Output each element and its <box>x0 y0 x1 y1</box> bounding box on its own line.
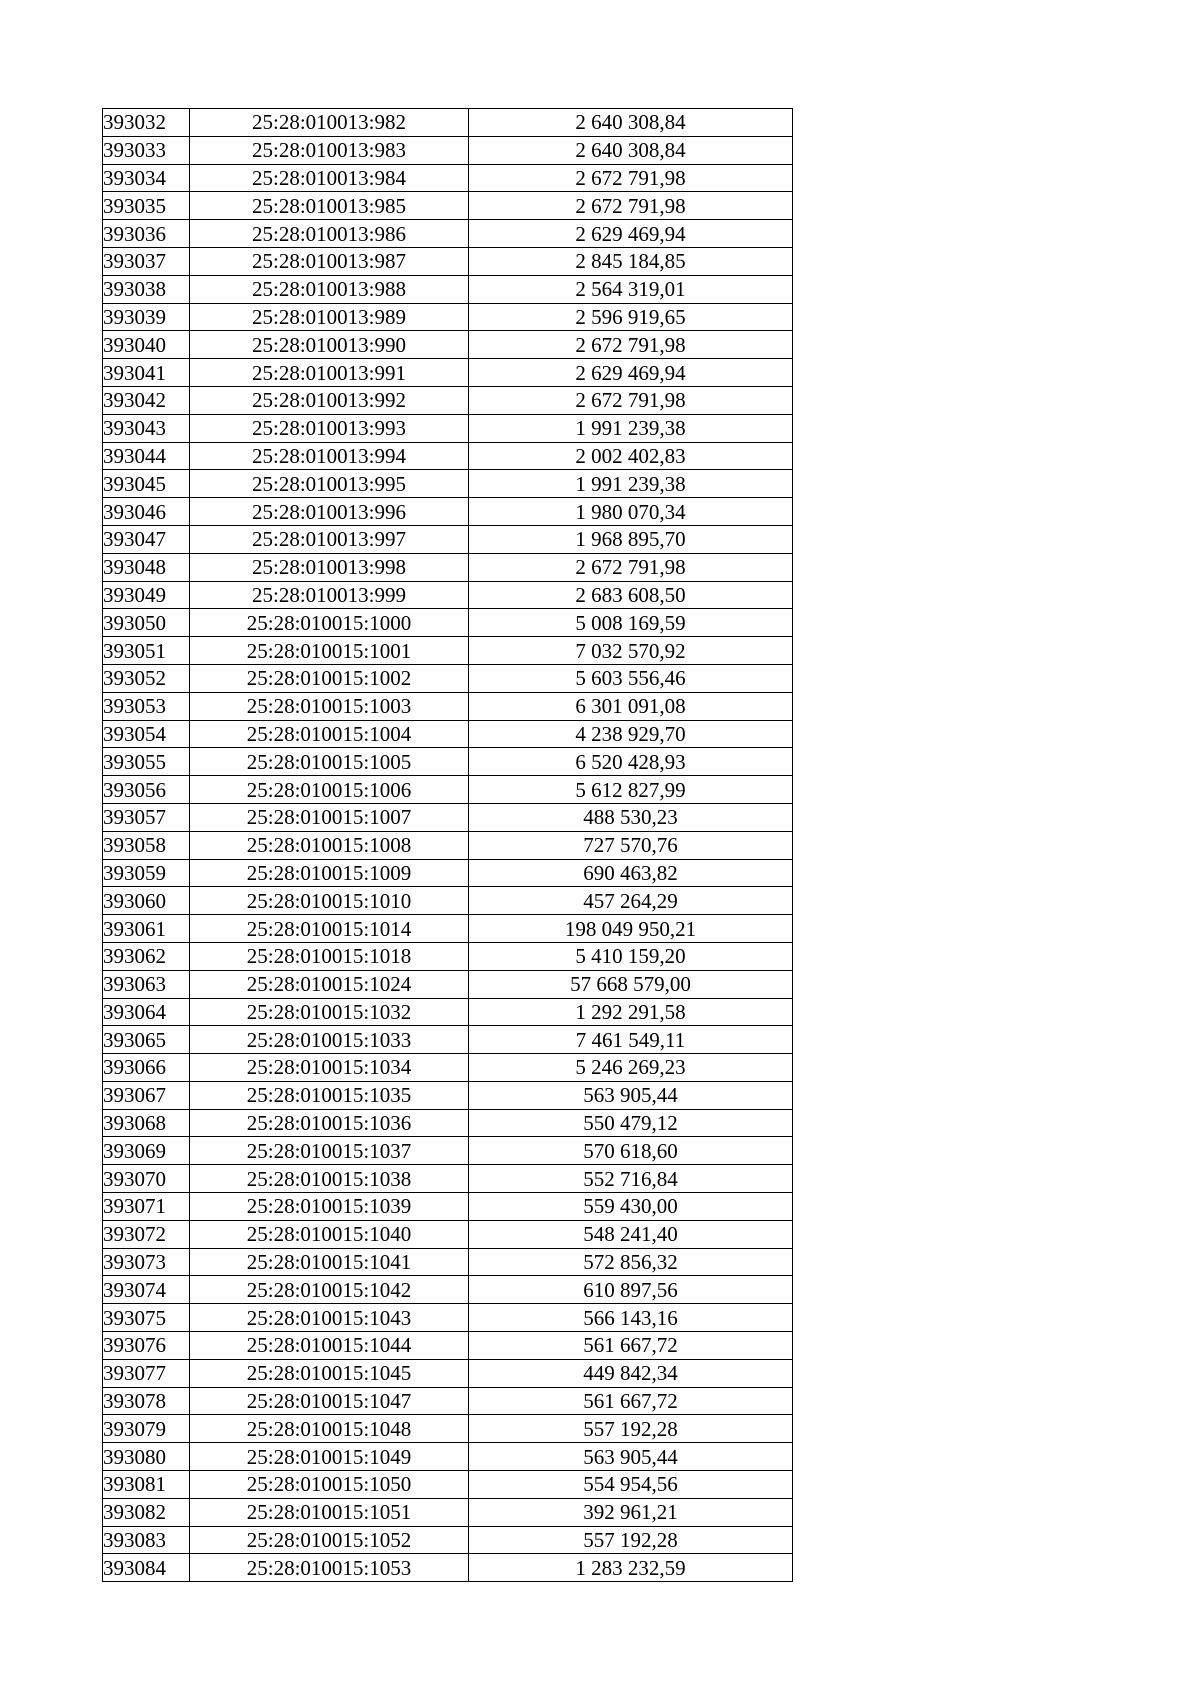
table-row <box>103 1554 793 1582</box>
row-number-cell: 393063 <box>103 970 190 998</box>
table-row <box>103 1415 793 1443</box>
cadastral-value-cell: 552 716,84 <box>469 1165 793 1193</box>
table-row <box>103 275 793 303</box>
table-row <box>103 553 793 581</box>
cadastral-value-cell: 449 842,34 <box>469 1359 793 1387</box>
table-row <box>103 1054 793 1082</box>
table-row <box>103 664 793 692</box>
row-number-cell: 393057 <box>103 803 190 831</box>
table-row <box>103 220 793 248</box>
cadastral-value-cell: 4 238 929,70 <box>469 720 793 748</box>
cadastral-value-cell: 557 192,28 <box>469 1415 793 1443</box>
row-number-cell: 393066 <box>103 1054 190 1082</box>
cadastral-number-cell: 25:28:010015:1043 <box>190 1304 469 1332</box>
cadastral-value-cell: 2 672 791,98 <box>469 331 793 359</box>
cadastral-number-cell: 25:28:010015:1040 <box>190 1220 469 1248</box>
cadastral-value-cell: 2 596 919,65 <box>469 303 793 331</box>
cadastral-number-cell: 25:28:010015:1037 <box>190 1137 469 1165</box>
cadastral-value-cell: 5 612 827,99 <box>469 776 793 804</box>
cadastral-value-cell: 5 603 556,46 <box>469 664 793 692</box>
cadastral-number-cell: 25:28:010013:992 <box>190 386 469 414</box>
cadastral-number-cell: 25:28:010015:1001 <box>190 637 469 665</box>
cadastral-number-cell: 25:28:010013:993 <box>190 414 469 442</box>
cadastral-value-cell: 2 629 469,94 <box>469 220 793 248</box>
row-number-cell: 393040 <box>103 331 190 359</box>
table-row <box>103 470 793 498</box>
row-number-cell: 393034 <box>103 164 190 192</box>
cadastral-value-cell: 5 246 269,23 <box>469 1054 793 1082</box>
row-number-cell: 393041 <box>103 359 190 387</box>
row-number-cell: 393046 <box>103 498 190 526</box>
cadastral-number-cell: 25:28:010013:982 <box>190 109 469 137</box>
row-number-cell: 393079 <box>103 1415 190 1443</box>
cadastral-value-cell: 5 410 159,20 <box>469 942 793 970</box>
cadastral-number-cell: 25:28:010013:999 <box>190 581 469 609</box>
row-number-cell: 393055 <box>103 748 190 776</box>
row-number-cell: 393075 <box>103 1304 190 1332</box>
cadastral-value-cell: 610 897,56 <box>469 1276 793 1304</box>
row-number-cell: 393042 <box>103 386 190 414</box>
cadastral-value-cell: 2 672 791,98 <box>469 192 793 220</box>
table-row <box>103 1304 793 1332</box>
table-row <box>103 1359 793 1387</box>
cadastral-number-cell: 25:28:010015:1024 <box>190 970 469 998</box>
table-row <box>103 915 793 943</box>
row-number-cell: 393080 <box>103 1443 190 1471</box>
cadastral-value-cell: 2 672 791,98 <box>469 386 793 414</box>
table-row <box>103 748 793 776</box>
cadastral-number-cell: 25:28:010015:1047 <box>190 1387 469 1415</box>
row-number-cell: 393078 <box>103 1387 190 1415</box>
cadastral-value-cell: 2 640 308,84 <box>469 136 793 164</box>
table-row <box>103 581 793 609</box>
row-number-cell: 393033 <box>103 136 190 164</box>
cadastral-value-cell: 6 301 091,08 <box>469 692 793 720</box>
row-number-cell: 393038 <box>103 275 190 303</box>
cadastral-value-cell: 2 845 184,85 <box>469 247 793 275</box>
cadastral-value-cell: 2 672 791,98 <box>469 553 793 581</box>
cadastral-number-cell: 25:28:010013:984 <box>190 164 469 192</box>
row-number-cell: 393071 <box>103 1193 190 1221</box>
cadastral-number-cell: 25:28:010015:1038 <box>190 1165 469 1193</box>
table-row <box>103 303 793 331</box>
cadastral-number-cell: 25:28:010013:991 <box>190 359 469 387</box>
cadastral-number-cell: 25:28:010013:997 <box>190 525 469 553</box>
table-row <box>103 831 793 859</box>
row-number-cell: 393083 <box>103 1526 190 1554</box>
row-number-cell: 393067 <box>103 1081 190 1109</box>
row-number-cell: 393076 <box>103 1332 190 1360</box>
cadastral-number-cell: 25:28:010015:1036 <box>190 1109 469 1137</box>
cadastral-number-cell: 25:28:010013:983 <box>190 136 469 164</box>
cadastral-value-cell: 557 192,28 <box>469 1526 793 1554</box>
cadastral-value-cell: 572 856,32 <box>469 1248 793 1276</box>
table-row <box>103 109 793 137</box>
table-row <box>103 1109 793 1137</box>
cadastral-number-cell: 25:28:010015:1032 <box>190 998 469 1026</box>
row-number-cell: 393045 <box>103 470 190 498</box>
table-row <box>103 1137 793 1165</box>
row-number-cell: 393035 <box>103 192 190 220</box>
cadastral-number-cell: 25:28:010015:1045 <box>190 1359 469 1387</box>
cadastral-number-cell: 25:28:010013:989 <box>190 303 469 331</box>
row-number-cell: 393081 <box>103 1471 190 1499</box>
row-number-cell: 393051 <box>103 637 190 665</box>
cadastral-value-cell: 554 954,56 <box>469 1471 793 1499</box>
table-row <box>103 1387 793 1415</box>
cadastral-value-cell: 457 264,29 <box>469 887 793 915</box>
row-number-cell: 393052 <box>103 664 190 692</box>
row-number-cell: 393044 <box>103 442 190 470</box>
cadastral-value-cell: 392 961,21 <box>469 1498 793 1526</box>
table-row <box>103 692 793 720</box>
table-row <box>103 247 793 275</box>
cadastral-number-cell: 25:28:010015:1007 <box>190 803 469 831</box>
cadastral-number-cell: 25:28:010015:1042 <box>190 1276 469 1304</box>
cadastral-number-cell: 25:28:010013:996 <box>190 498 469 526</box>
table-row <box>103 720 793 748</box>
row-number-cell: 393060 <box>103 887 190 915</box>
cadastral-value-cell: 550 479,12 <box>469 1109 793 1137</box>
table-row <box>103 1193 793 1221</box>
cadastral-value-cell: 1 283 232,59 <box>469 1554 793 1582</box>
table-row <box>103 609 793 637</box>
cadastral-value-cell: 1 991 239,38 <box>469 414 793 442</box>
cadastral-number-cell: 25:28:010015:1049 <box>190 1443 469 1471</box>
cadastral-value-cell: 2 629 469,94 <box>469 359 793 387</box>
cadastral-value-cell: 198 049 950,21 <box>469 915 793 943</box>
cadastral-number-cell: 25:28:010015:1052 <box>190 1526 469 1554</box>
row-number-cell: 393077 <box>103 1359 190 1387</box>
table-row <box>103 942 793 970</box>
cadastral-number-cell: 25:28:010015:1034 <box>190 1054 469 1082</box>
table-row <box>103 1498 793 1526</box>
cadastral-value-cell: 570 618,60 <box>469 1137 793 1165</box>
cadastral-value-cell: 727 570,76 <box>469 831 793 859</box>
table-row <box>103 359 793 387</box>
cadastral-value-cell: 690 463,82 <box>469 859 793 887</box>
cadastral-number-cell: 25:28:010013:985 <box>190 192 469 220</box>
cadastral-number-cell: 25:28:010015:1005 <box>190 748 469 776</box>
row-number-cell: 393070 <box>103 1165 190 1193</box>
cadastral-value-cell: 2 672 791,98 <box>469 164 793 192</box>
cadastral-number-cell: 25:28:010015:1050 <box>190 1471 469 1499</box>
cadastral-number-cell: 25:28:010015:1006 <box>190 776 469 804</box>
cadastral-value-cell: 5 008 169,59 <box>469 609 793 637</box>
table-row <box>103 192 793 220</box>
row-number-cell: 393039 <box>103 303 190 331</box>
cadastral-number-cell: 25:28:010015:1035 <box>190 1081 469 1109</box>
table-row <box>103 887 793 915</box>
table-row <box>103 136 793 164</box>
cadastral-value-cell: 2 564 319,01 <box>469 275 793 303</box>
cadastral-number-cell: 25:28:010015:1009 <box>190 859 469 887</box>
table-row <box>103 998 793 1026</box>
table-row <box>103 970 793 998</box>
row-number-cell: 393032 <box>103 109 190 137</box>
row-number-cell: 393084 <box>103 1554 190 1582</box>
row-number-cell: 393050 <box>103 609 190 637</box>
table-row <box>103 1081 793 1109</box>
table-row <box>103 1526 793 1554</box>
cadastral-number-cell: 25:28:010013:990 <box>190 331 469 359</box>
cadastral-value-cell: 561 667,72 <box>469 1332 793 1360</box>
table-row <box>103 442 793 470</box>
cadastral-value-cell: 488 530,23 <box>469 803 793 831</box>
cadastral-number-cell: 25:28:010015:1033 <box>190 1026 469 1054</box>
row-number-cell: 393056 <box>103 776 190 804</box>
row-number-cell: 393072 <box>103 1220 190 1248</box>
table-row <box>103 1332 793 1360</box>
cadastral-number-cell: 25:28:010013:998 <box>190 553 469 581</box>
row-number-cell: 393073 <box>103 1248 190 1276</box>
row-number-cell: 393064 <box>103 998 190 1026</box>
row-number-cell: 393082 <box>103 1498 190 1526</box>
table-row <box>103 164 793 192</box>
cadastral-value-cell: 57 668 579,00 <box>469 970 793 998</box>
cadastral-number-cell: 25:28:010013:986 <box>190 220 469 248</box>
row-number-cell: 393059 <box>103 859 190 887</box>
cadastral-number-cell: 25:28:010015:1018 <box>190 942 469 970</box>
row-number-cell: 393047 <box>103 525 190 553</box>
row-number-cell: 393058 <box>103 831 190 859</box>
cadastral-value-cell: 1 991 239,38 <box>469 470 793 498</box>
cadastral-number-cell: 25:28:010015:1051 <box>190 1498 469 1526</box>
row-number-cell: 393065 <box>103 1026 190 1054</box>
cadastral-value-cell: 1 980 070,34 <box>469 498 793 526</box>
cadastral-number-cell: 25:28:010015:1041 <box>190 1248 469 1276</box>
table-row <box>103 1220 793 1248</box>
cadastral-number-cell: 25:28:010015:1002 <box>190 664 469 692</box>
table-body <box>103 109 793 1582</box>
cadastral-value-cell: 2 002 402,83 <box>469 442 793 470</box>
table-row <box>103 1443 793 1471</box>
table-row <box>103 1165 793 1193</box>
row-number-cell: 393061 <box>103 915 190 943</box>
table-row <box>103 1026 793 1054</box>
cadastral-number-cell: 25:28:010015:1004 <box>190 720 469 748</box>
table-row <box>103 1471 793 1499</box>
cadastral-value-cell: 1 292 291,58 <box>469 998 793 1026</box>
row-number-cell: 393043 <box>103 414 190 442</box>
cadastral-value-cell: 6 520 428,93 <box>469 748 793 776</box>
cadastral-number-cell: 25:28:010013:994 <box>190 442 469 470</box>
cadastral-number-cell: 25:28:010015:1010 <box>190 887 469 915</box>
table-row <box>103 776 793 804</box>
row-number-cell: 393053 <box>103 692 190 720</box>
row-number-cell: 393074 <box>103 1276 190 1304</box>
cadastral-value-cell: 2 640 308,84 <box>469 109 793 137</box>
cadastral-value-cell: 563 905,44 <box>469 1443 793 1471</box>
cadastral-value-cell: 559 430,00 <box>469 1193 793 1221</box>
cadastral-number-cell: 25:28:010015:1044 <box>190 1332 469 1360</box>
cadastral-number-cell: 25:28:010015:1008 <box>190 831 469 859</box>
cadastral-number-cell: 25:28:010013:995 <box>190 470 469 498</box>
table-row <box>103 1248 793 1276</box>
table-row <box>103 637 793 665</box>
cadastral-number-cell: 25:28:010013:988 <box>190 275 469 303</box>
table-row <box>103 803 793 831</box>
cadastral-value-table <box>102 108 793 1582</box>
row-number-cell: 393062 <box>103 942 190 970</box>
row-number-cell: 393048 <box>103 553 190 581</box>
cadastral-value-cell: 566 143,16 <box>469 1304 793 1332</box>
cadastral-value-cell: 563 905,44 <box>469 1081 793 1109</box>
row-number-cell: 393049 <box>103 581 190 609</box>
cadastral-value-cell: 561 667,72 <box>469 1387 793 1415</box>
cadastral-value-cell: 7 461 549,11 <box>469 1026 793 1054</box>
cadastral-value-cell: 2 683 608,50 <box>469 581 793 609</box>
row-number-cell: 393068 <box>103 1109 190 1137</box>
cadastral-number-cell: 25:28:010015:1014 <box>190 915 469 943</box>
cadastral-number-cell: 25:28:010015:1000 <box>190 609 469 637</box>
cadastral-number-cell: 25:28:010013:987 <box>190 247 469 275</box>
cadastral-value-cell: 548 241,40 <box>469 1220 793 1248</box>
table-row <box>103 414 793 442</box>
table-row <box>103 1276 793 1304</box>
cadastral-value-cell: 1 968 895,70 <box>469 525 793 553</box>
row-number-cell: 393054 <box>103 720 190 748</box>
table-row <box>103 498 793 526</box>
table-row <box>103 525 793 553</box>
table-row <box>103 386 793 414</box>
cadastral-value-cell: 7 032 570,92 <box>469 637 793 665</box>
cadastral-number-cell: 25:28:010015:1003 <box>190 692 469 720</box>
row-number-cell: 393069 <box>103 1137 190 1165</box>
row-number-cell: 393037 <box>103 247 190 275</box>
table-row <box>103 331 793 359</box>
cadastral-number-cell: 25:28:010015:1039 <box>190 1193 469 1221</box>
cadastral-number-cell: 25:28:010015:1048 <box>190 1415 469 1443</box>
row-number-cell: 393036 <box>103 220 190 248</box>
cadastral-number-cell: 25:28:010015:1053 <box>190 1554 469 1582</box>
table-row <box>103 859 793 887</box>
